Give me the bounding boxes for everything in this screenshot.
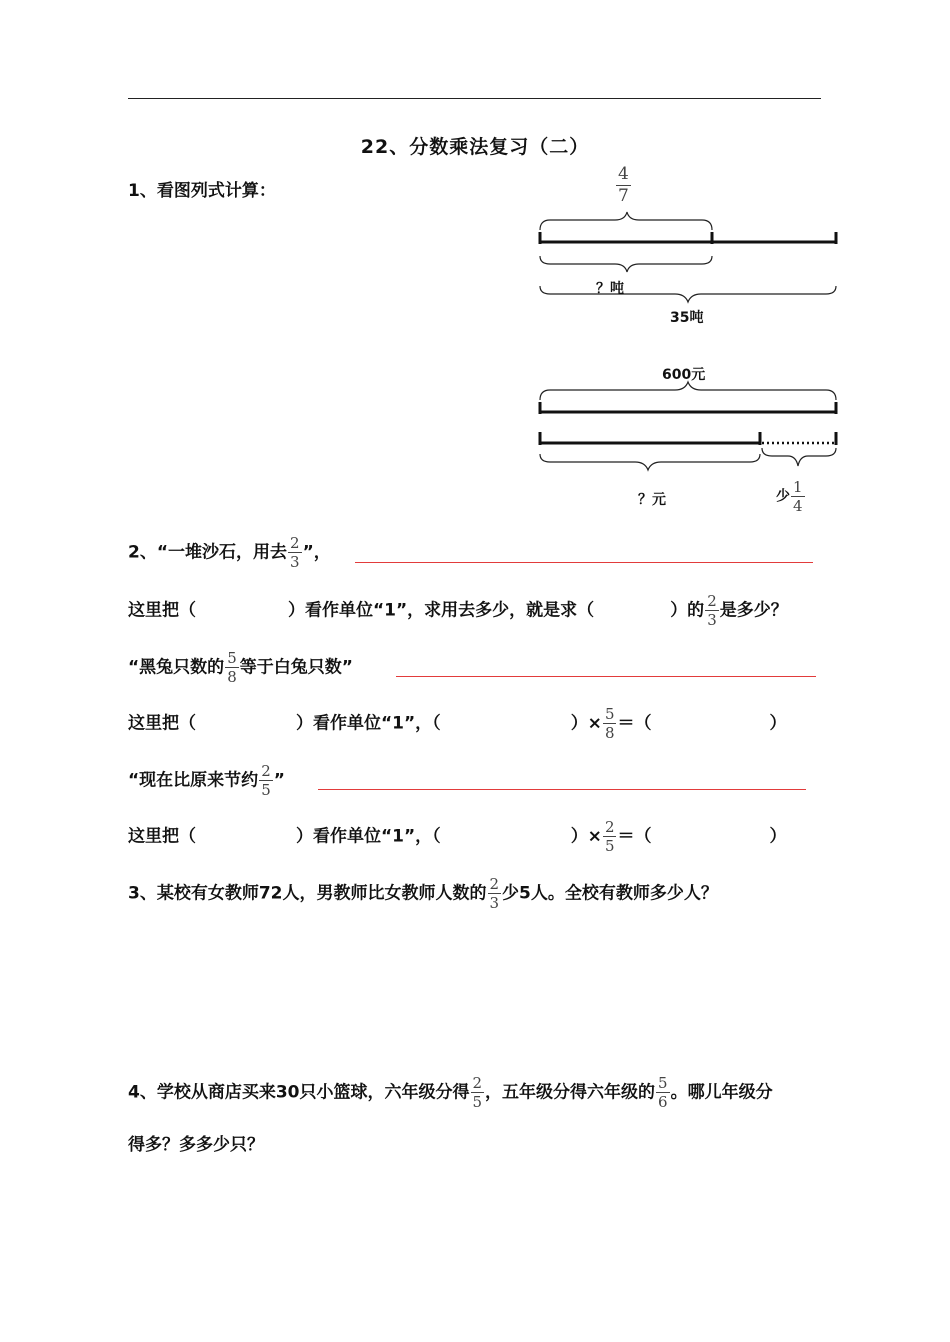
q3-numerator: 2 <box>489 875 500 893</box>
q2-line6-e: ） <box>769 826 787 847</box>
q3-prefix: 3、某校有女教师72人，男教师比女教师人数的 <box>128 883 487 904</box>
q1-label: 1、看图列式计算： <box>128 181 276 201</box>
diagram1-total-brace <box>540 286 836 302</box>
q2-line6-a: 这里把（ <box>128 826 196 847</box>
q2-line5-numerator: 2 <box>261 762 271 780</box>
q2-line2-numerator: 2 <box>707 592 717 610</box>
diagram2-less-text: 少 <box>776 488 790 505</box>
diagram2-total-label: 600元 <box>662 367 706 383</box>
q2-line6-c: ）× <box>570 826 602 847</box>
q2-line3-numerator: 5 <box>227 649 237 667</box>
q4-prefix: 4、学校从商店买来30只小篮球，六年级分得 <box>128 1082 470 1103</box>
q4-denominator-2: 6 <box>658 1093 668 1111</box>
q2-line1-denominator: 3 <box>290 553 300 571</box>
diagram2-less-denominator: 4 <box>793 497 803 515</box>
page-title: 22、分数乘法复习（二） <box>360 136 590 158</box>
q3-text <box>128 875 718 912</box>
q2-line4-c: ）× <box>570 713 602 734</box>
q2-line6-denominator: 5 <box>604 837 615 855</box>
q2-line4-a: 这里把（ <box>128 713 196 734</box>
q2-line4-b: ）看作单位“1”，（ <box>296 713 441 734</box>
q4-line2: 得多？多多少只？ <box>128 1135 264 1155</box>
q4-numerator-2: 5 <box>658 1074 668 1092</box>
q2-line4-e: ） <box>769 713 787 734</box>
q4-line1 <box>128 1074 773 1111</box>
q2-line3-suffix: 等于白兔只数” <box>239 657 353 678</box>
q2-line5-denominator: 5 <box>261 781 271 799</box>
diagram2-less-numerator: 1 <box>793 478 803 496</box>
q3-denominator: 3 <box>489 894 500 912</box>
q2-answer-line-3[interactable] <box>318 789 806 790</box>
diagram1-total-label: 35吨 <box>670 310 704 326</box>
q2-line1-suffix: ”， <box>302 542 331 563</box>
q2-line2-b: ）看作单位“1”，求用去多少，就是求（ <box>288 600 595 621</box>
diagram1-fraction <box>615 164 632 207</box>
diagram1-part-brace <box>540 256 712 272</box>
q2-line6 <box>128 818 786 855</box>
diagram1-top-brace <box>540 212 712 230</box>
q2-line1-prefix: 2、“一堆沙石，用去 <box>128 542 288 563</box>
q2-line3-prefix: “黑兔只数的 <box>128 657 225 678</box>
diagram2-less-label <box>776 478 806 515</box>
q2-line2 <box>128 592 788 629</box>
q2-line2-denominator: 3 <box>707 611 717 629</box>
q2-line5-suffix: ” <box>273 770 285 791</box>
diagram2-part-label: ？元 <box>638 492 666 508</box>
q2-line6-d: ＝（ <box>617 826 652 847</box>
q2-answer-line-2[interactable] <box>396 676 816 677</box>
diagram2-less-brace <box>762 448 836 466</box>
q2-line1 <box>128 534 331 571</box>
q2-line2-a: 这里把（ <box>128 600 196 621</box>
q3-suffix: 少5人。全校有教师多少人？ <box>502 883 718 904</box>
diagram1-fraction-numerator: 4 <box>618 164 629 184</box>
q2-line6-b: ）看作单位“1”，（ <box>296 826 441 847</box>
diagram2-total-brace <box>540 382 836 400</box>
diagram2-part-brace <box>540 454 760 470</box>
q2-line5-prefix: “现在比原来节约 <box>128 770 259 791</box>
q2-line3 <box>128 649 353 686</box>
q2-line4 <box>128 705 786 742</box>
q2-line4-d: ＝（ <box>617 713 652 734</box>
q4-middle: ，五年级分得六年级的 <box>485 1082 656 1103</box>
q2-line4-denominator: 8 <box>604 724 615 742</box>
q2-line2-c: ）的 <box>670 600 705 621</box>
diagram1-part-label: ？吨 <box>596 281 624 297</box>
q2-line2-d: 是多少？ <box>719 600 788 621</box>
diagram1-fraction-denominator: 7 <box>618 186 629 206</box>
q4-denominator-1: 5 <box>472 1093 483 1111</box>
q2-line6-numerator: 2 <box>604 818 615 836</box>
q2-line4-numerator: 5 <box>604 705 615 723</box>
header-rule <box>128 98 821 99</box>
q2-answer-line-1[interactable] <box>355 562 813 563</box>
q2-line1-numerator: 2 <box>290 534 300 552</box>
q2-line5 <box>128 762 285 799</box>
q2-line3-denominator: 8 <box>227 668 237 686</box>
q4-suffix: 。哪儿年级分 <box>670 1082 773 1103</box>
q4-numerator-1: 2 <box>472 1074 483 1092</box>
